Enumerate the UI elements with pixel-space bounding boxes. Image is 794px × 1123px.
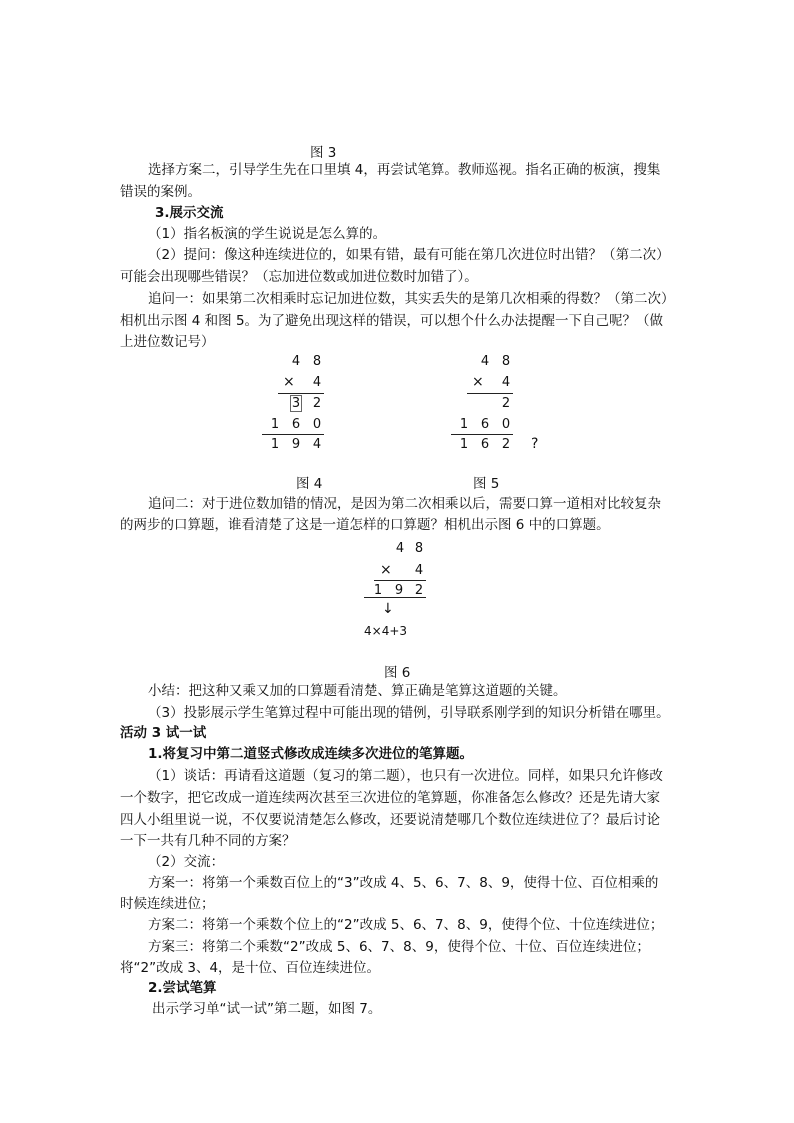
divider-line [262,434,324,435]
divider-line [374,580,426,581]
divider-line [451,434,513,435]
paragraph-line: （2）交流： [148,854,225,870]
digit: 1 [270,417,280,432]
digit [288,396,304,411]
paragraph-line: 时候连续进位； [120,896,215,912]
digit: 2 [501,396,511,411]
paragraph-line: 一个数字，把它改成一道连续两次甚至三次进位的笔算题，你准备怎么修改？还是先请大家 [120,790,660,806]
digit: 8 [414,541,424,556]
paragraph-line: 将“2”改成 3、4，是十位、百位连续进位。 [120,960,381,976]
paragraph-line: 方案一：将第一个乘数百位上的“3”改成 4、5、6、7、8、9，使得十位、百位相乘的 [148,875,659,891]
paragraph-line: 错误的案例。 [120,184,201,200]
mental-calc-expression: 4×4+3 [364,624,408,638]
boxed-digit: 3 [291,396,301,411]
paragraph-line: （2）提问：像这种连续进位的，如果有错，最有可能在第几次进位时出错？（第二次） [148,247,670,263]
digit: 2 [501,437,511,452]
paragraph-line: 追问一：如果第二次相乘时忘记加进位数，其实丢失的是第几次相乘的得数？（第二次） [148,291,675,307]
activity-title: 活动 3 试一试 [120,725,207,741]
digit: 4 [395,541,405,556]
multiply-sign: × [380,562,392,578]
digit: 4 [414,563,424,578]
multiply-sign: × [472,374,484,390]
figure-6-caption: 图 6 [384,665,411,681]
digit: 1 [459,437,469,452]
paragraph-line: 一下一共有几种不同的方案？ [120,833,296,849]
paragraph-line: （1）谈话：再请看这道题（复习的第二题），也只有一次进位。同样，如果只允许修改 [148,768,663,784]
digit: 2 [414,583,424,598]
paragraph-line: 上进位数记号） [120,334,215,350]
divider-line [467,393,513,394]
digit: 4 [312,375,322,390]
paragraph-line: 方案二：将第一个乘数个位上的“2”改成 5、6、7、8、9，使得个位、十位连续进位； [148,917,664,933]
paragraph-line: 方案三：将第二个乘数“2”改成 5、6、7、8、9，使得个位、十位、百位连续进位； [148,939,650,955]
paragraph-line: 选择方案二，引导学生先在口里填 4，再尝试笔算。教师巡视。指名正确的板演，搜集 [148,162,661,178]
paragraph-line: 出示学习单“试一试”第二题，如图 7。 [152,1001,382,1017]
section-heading: 1.将复习中第二道竖式修改成连续多次进位的笔算题。 [148,746,474,762]
digit: 8 [312,354,322,369]
paragraph-line: 可能会出现哪些错误？（忘加进位数或加进位数时加错了）。 [120,269,478,285]
figure-4-caption: 图 4 [296,476,323,492]
digit: 1 [373,583,383,598]
divider-line [278,393,324,394]
section-heading: 3.展示交流 [155,205,224,221]
digit: 9 [394,583,404,598]
digit: 0 [312,417,322,432]
digit: 9 [291,437,301,452]
digit: 0 [501,417,511,432]
arrow-down-icon: ↓ [382,601,394,617]
paragraph-line: 的两步的口算题，谁看清楚了这是一道怎样的口算题？相机出示图 6 中的口算题。 [120,517,610,533]
digit: 8 [501,354,511,369]
paragraph-line: 追问二：对于进位数加错的情况，是因为第二次相乘以后，需要口算一道相对比较复杂 [148,496,661,512]
digit: 6 [480,417,490,432]
digit: 2 [312,396,322,411]
digit: 1 [459,417,469,432]
digit: 1 [270,437,280,452]
multiply-sign: × [283,374,295,390]
digit: 4 [480,354,490,369]
digit: 4 [291,354,301,369]
section-heading: 2.尝试笔算 [148,980,217,996]
digit: 6 [291,417,301,432]
digit: 4 [501,375,511,390]
question-mark: ? [531,436,539,452]
figure-5-caption: 图 5 [473,476,500,492]
paragraph-line: 相机出示图 4 和图 5。为了避免出现这样的错误，可以想个什么办法提醒一下自己呢？（做 [120,313,664,329]
paragraph-line: 小结：把这种又乘又加的口算题看清楚、算正确是笔算这道题的关键。 [148,683,567,699]
digit: 6 [480,437,490,452]
figure-3-caption: 图 3 [310,145,337,161]
paragraph-line: 四人小组里说一说，不仅要说清楚怎么修改，还要说清楚哪几个数位连续进位了？最后讨论 [120,812,660,828]
paragraph-line: （1）指名板演的学生说说是怎么算的。 [148,226,387,242]
digit: 4 [312,437,322,452]
paragraph-line: （3）投影展示学生笔算过程中可能出现的错例，引导联系刚学到的知识分析错在哪里。 [148,705,670,721]
